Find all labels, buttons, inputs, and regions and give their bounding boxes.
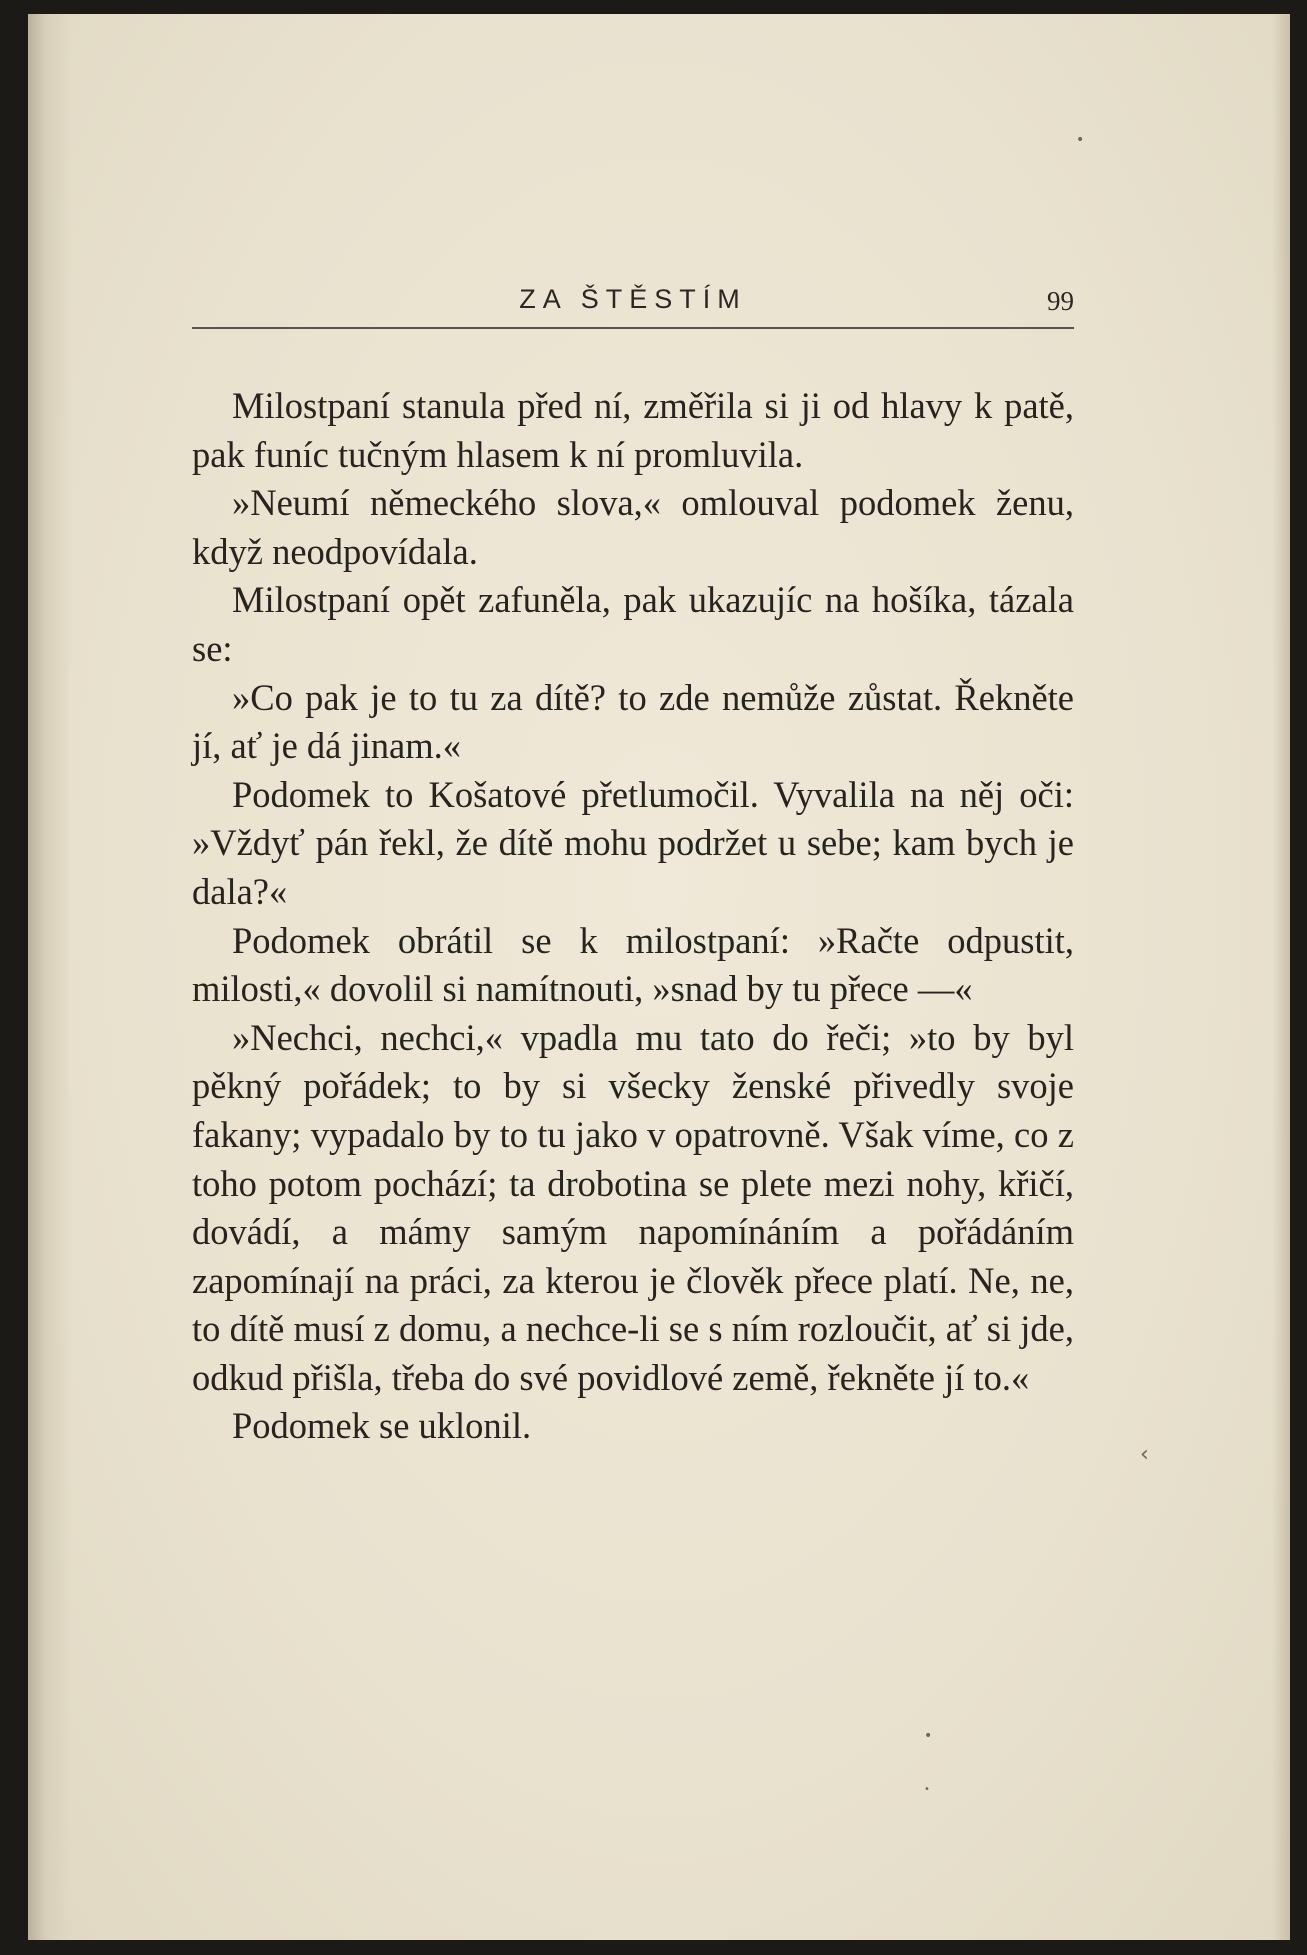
page-number: 99 bbox=[1047, 286, 1074, 316]
paragraph: Podomek se uklonil. bbox=[232, 1405, 532, 1447]
speck-mark: • bbox=[1076, 132, 1085, 148]
paragraph: Podomek to Košatové přetlumočil. Vyvalila na něj oči: »Vždyť pán řekl, že dítě mohu podržet u sebe; kam bych je dala?« bbox=[192, 773, 1074, 912]
spine-shadow bbox=[28, 14, 72, 1940]
body-text bbox=[192, 382, 1074, 1451]
header-rule bbox=[192, 327, 1074, 329]
page-edge bbox=[1272, 14, 1290, 1940]
speck-mark: • bbox=[924, 1728, 933, 1744]
running-head bbox=[192, 272, 1074, 322]
speck-mark: ‹ bbox=[1140, 1442, 1149, 1467]
paragraph: »Neumí německého slova,« omlouval podomek ženu, když neodpovídala. bbox=[192, 482, 1074, 572]
speck-mark: • bbox=[924, 1784, 930, 1795]
paragraph: Milostpaní stanula před ní, změřila si ji od hlavy k patě, pak funíc tučným hlasem k ní promluvila. bbox=[192, 385, 1074, 475]
paragraph: Milostpaní opět zafuněla, pak ukazujíc na hošíka, tázala se: bbox=[192, 579, 1074, 669]
running-title: ZA ŠTĚSTÍM bbox=[519, 284, 747, 314]
book-page bbox=[28, 14, 1290, 1940]
paragraph: »Nechci, nechci,« vpadla mu tato do řeči; »to by byl pěkný pořádek; to by si všecky ženské přivedly svoje fakany; vypadalo by to tu jako v opatrovně. Však víme, co z toho potom pochází; ta drobotina se plete mezi nohy, křičí, dovádí, a mámy samým napomínáním a pořádáním zapomínají na práci, za kterou je člověk přece platí. Ne, ne, to dítě musí z domu, a nechce-li se s ním rozloučit, ať si jde, odkud přišla, třeba do své povidlové země, řekněte jí to.« bbox=[192, 1016, 1074, 1398]
paragraph: »Co pak je to tu za dítě? to zde nemůže zůstat. Řekněte jí, ať je dá jinam.« bbox=[192, 676, 1074, 767]
paragraph: Podomek obrátil se k milostpaní: »Račte odpustit, milosti,« dovolil si namítnouti, »snad by tu přece —« bbox=[192, 919, 1074, 1010]
